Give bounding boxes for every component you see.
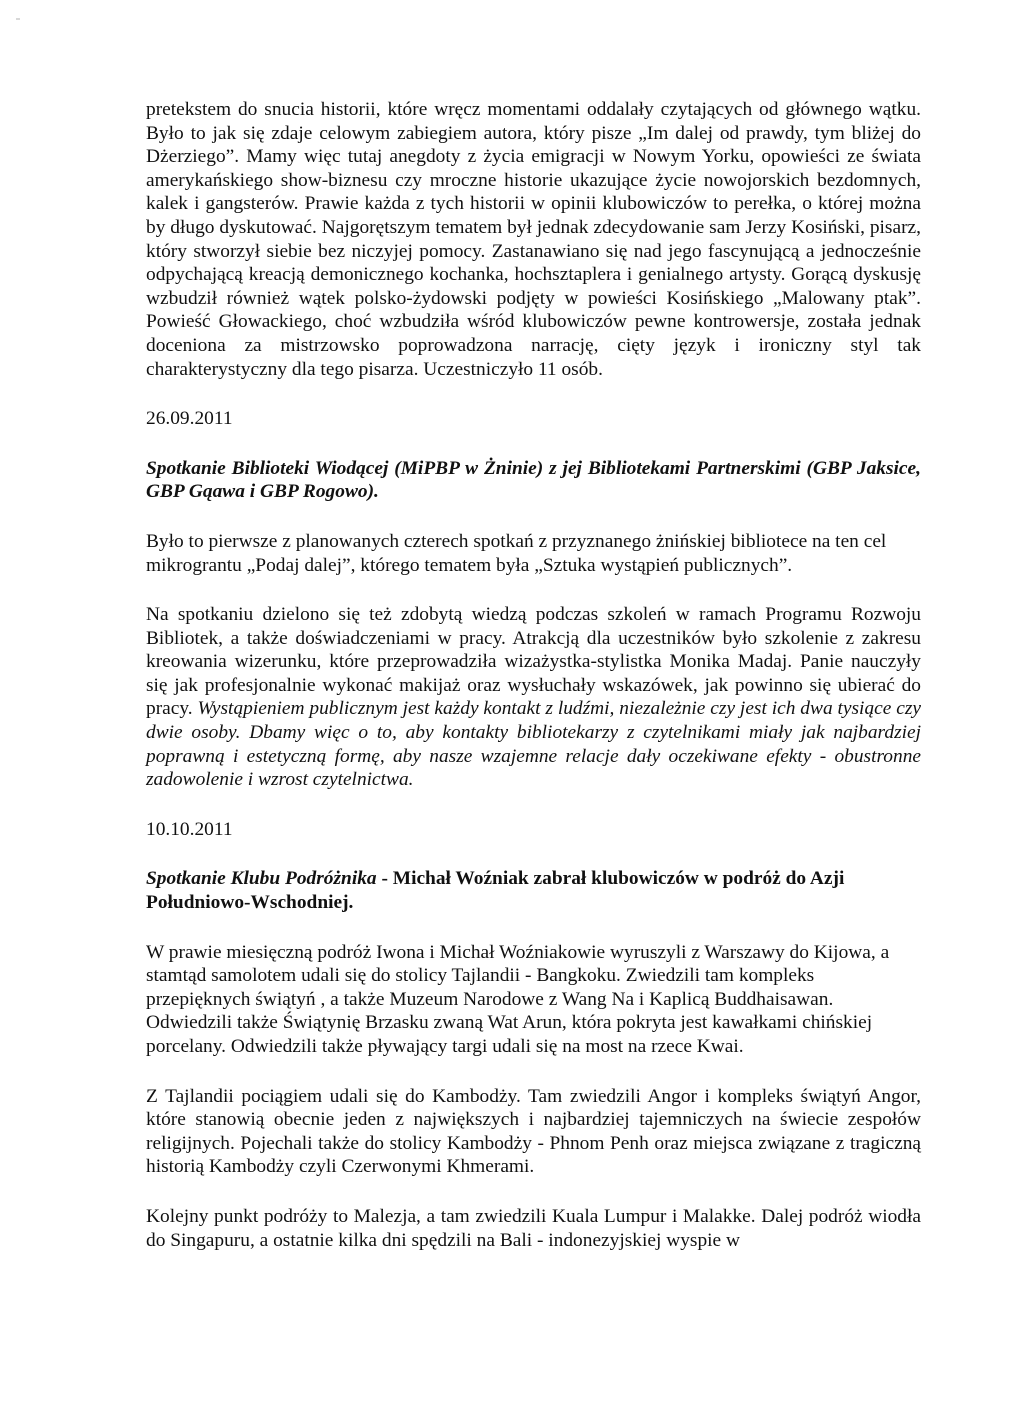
paragraph-training-text: Na spotkaniu dzielono się też zdobytą wiedzą podczas szkoleń w ramach Programu Rozwoju Bibliotek, a także doświadczeniami w pracy. Atrakcją dla uczestników było szkolenie z zakresu kreowania wizerunku, które przeprowadziła wizażystka-stylistka Monika Madaj. Panie nauczyły się jak profesjonalnie wykonać makijaż oraz wysłuchały wskazówek, jak powinno się ubierać do pracy. [146,604,921,720]
entry-heading-2-title: - Michał Woźniak zabrał klubowiczów w podróż do Azji Południowo-Wschodniej. [146,868,845,914]
entry-date-1: 26.09.2011 [146,408,233,430]
entry-heading-2 [146,867,921,914]
paragraph-microgrant: Było to pierwsze z planowanych czterech spotkań z przyznanego żnińskiej bibliotece na ten cel mikrograntu „Podaj dalej”, którego tematem była „Sztuka wystąpień publicznych”. [146,530,887,576]
paragraph-kosinski-discussion: pretekstem do snucia historii, które wręcz momentami oddalały czytających od głównego wątku. Było to jak się zdaje celowym zabiegiem autora, który pisze „Im dalej od prawdy, tym bliżej do Dżerziego”. Mamy więc tutaj anegdoty z życia emigracji w Nowym Yorku, opowieści ze świata amerykańskiego show-biznesu czy mroczne historie ukazujące życie nowojorskich bezdomnych, kalek i gangsterów. Prawie każda z tych historii w opinii klubowiczów to perełka, o której można by długo dyskutować. Najgorętszym tematem był jednak zdecydowanie sam Jerzy Kosiński, pisarz, który stworzył siebie bez niczyjej pomocy. Zastanawiano się nad jego fascynującą a jednocześnie odpychającą kreacją demonicznego kochanka, hochsztaplera i genialnego artysty. Gorącą dyskusję wzbudził również wątek polsko-żydowski podjęty w powieści Kosińskiego „Malowany ptak”. Powieść Głowackiego, choć wzbudziła wśród klubowiczów pewne kontrowersje, została jednak doceniona za mistrzowsko poprowadzona narrację, cięty język i ironiczny styl tak charakterystyczny dla tego pisarza. Uczestniczyło 11 osób. [146,99,921,380]
paragraph-cambodia: Z Tajlandii pociągiem udali się do Kambodży. Tam zwiedzili Angor i kompleks świątyń Angor, które stanowią obecnie jeden z największych i najbardziej tajemniczych na świecie zespołów religijnych. Pojechali także do stolicy Kambodży - Phnom Penh oraz miejsca związane z tragiczną historią Kambodży czyli Czerwonymi Khmerami. [146,1085,921,1178]
paragraph-malaysia: Kolejny punkt podróży to Malezja, a tam zwiedzili Kuala Lumpur i Malakke. Dalej podróż wiodła do Singapuru, a ostatnie kilka dni spędzili na Bali - indonezyjskiej wyspie w [146,1205,921,1251]
scan-speck [16,18,20,20]
paragraph-training [146,603,921,792]
paragraph-training-quote: Wystąpieniem publicznym jest każdy kontakt z ludźmi, niezależnie czy jest ich dwa tysiące czy dwie osoby. Dbamy więc o to, aby kontakty bibliotekarzy z czytelnikami miały jak najbardziej poprawną i estetyczną formę, aby nasze wzajemne relacje dały oczekiwane efekty - obustronne zadowolenie i wzrost czytelnictwa. [146,698,921,791]
paragraph-thailand: W prawie miesięczną podróż Iwona i Michał Woźniakowie wyruszyli z Warszawy do Kijowa, a stamtąd samolotem udali się do stolicy Tajlandii - Bangkoku. Zwiedzili tam kompleks przepięknych świątyń , a także Muzeum Narodowe z Wang Na i Kaplicą Buddhaisawan. Odwiedzili także Świątynię Brzasku zwaną Wat Arun, która pokryta jest kawałkami chińskiej porcelany. Odwiedzili także pływający targi udali się na most na rzece Kwai. [146,941,890,1057]
entry-date-2: 10.10.2011 [146,818,233,840]
entry-heading-2-club: Spotkanie Klubu Podróżnika [146,868,377,890]
entry-heading-1: Spotkanie Biblioteki Wiodącej (MiPBP w Żninie) z jej Bibliotekami Partnerskimi (GBP Jaksice, GBP Gąawa i GBP Rogowo). [146,457,921,503]
document-page [146,98,921,1252]
